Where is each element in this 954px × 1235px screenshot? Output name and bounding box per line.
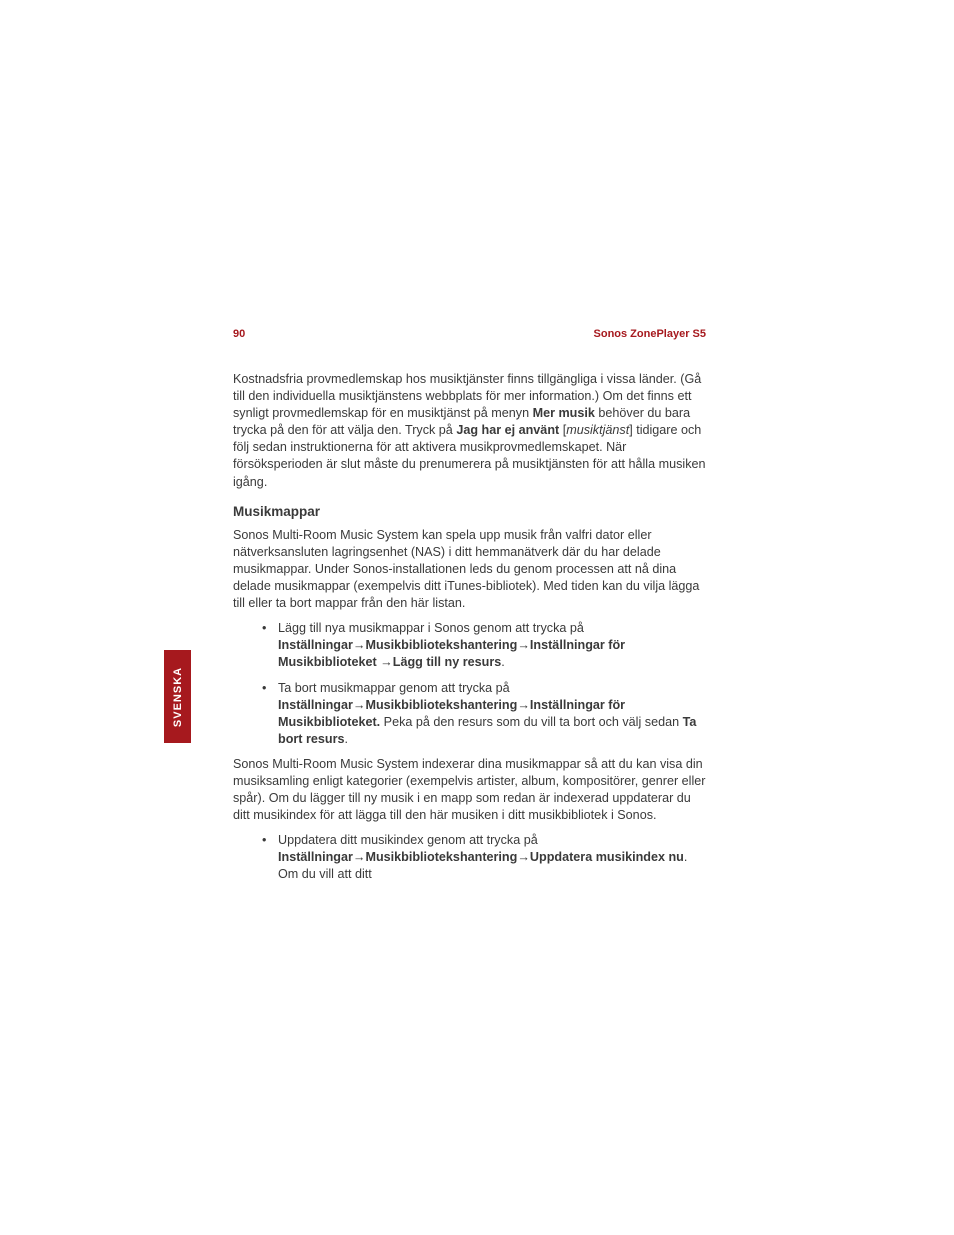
page-content — [233, 371, 707, 892]
list-item-remove-folder: • Ta bort musikmappar genom att trycka på Inställningar→Musikbibliotekshantering→Inställningar för Musikbiblioteket. Peka på den resurs som du vill ta bort och välj sedan Ta bort resurs. — [278, 680, 707, 748]
list-item-add-folder: • Lägg till nya musikmappar i Sonos genom att trycka på Inställningar→Musikbibliotekshantering→Inställningar för Musikbiblioteket →Lägg till ny resurs. — [278, 620, 707, 671]
intro-paragraph: Kostnadsfria provmedlemskap hos musiktjänster finns tillgängliga i vissa länder. (Gå till den individuella musiktjänstens webbplats för mer information.) Om det finns ett synligt provmedlemskap för en musiktjänst på menyn Mer musik behöver du bara trycka på den för att välja den. Tryck på Jag har ej använt [musiktjänst] tidigare och följ sedan instruktionerna för att aktivera musikprovmedlemskapet. När försöksperioden är slut måste du prenumerera på musiktjänsten för att hålla musiken igång. — [233, 372, 706, 489]
language-side-tab — [164, 650, 191, 743]
running-header-title: Sonos ZonePlayer S5 — [593, 328, 706, 340]
folder-actions-list — [233, 620, 707, 748]
list-item-update-index: • Uppdatera ditt musikindex genom att trycka på Inställningar→Musikbibliotekshantering→Uppdatera musikindex nu. Om du vill att ditt — [278, 832, 707, 883]
index-actions-list — [233, 832, 707, 883]
music-folders-paragraph: Sonos Multi-Room Music System kan spela upp musik från valfri dator eller nätverksansluten lagringsenhet (NAS) i ditt hemmanätverk där du har delade musikmappar. Under Sonos-installationen leds du genom processen att nå dina delade musikmappar (exempelvis ditt iTunes-bibliotek). Med tiden kan du vilja lägga till eller ta bort mappar från den här listan. — [233, 527, 700, 611]
page-number: 90 — [233, 328, 246, 340]
language-tab-label: SVENSKA — [171, 666, 184, 727]
music-index-paragraph: Sonos Multi-Room Music System indexerar dina musikmappar så att du kan visa din musiksamling enligt kategorier (exempelvis artister, album, kompositörer, genrer eller spår). Om du lägger till ny musik i en mapp som redan är indexerad uppdaterar du ditt musikindex för att lägga till den här musiken i ditt musikbibliotek i Sonos. — [233, 756, 706, 823]
section-heading: Musikmappar — [233, 503, 321, 519]
